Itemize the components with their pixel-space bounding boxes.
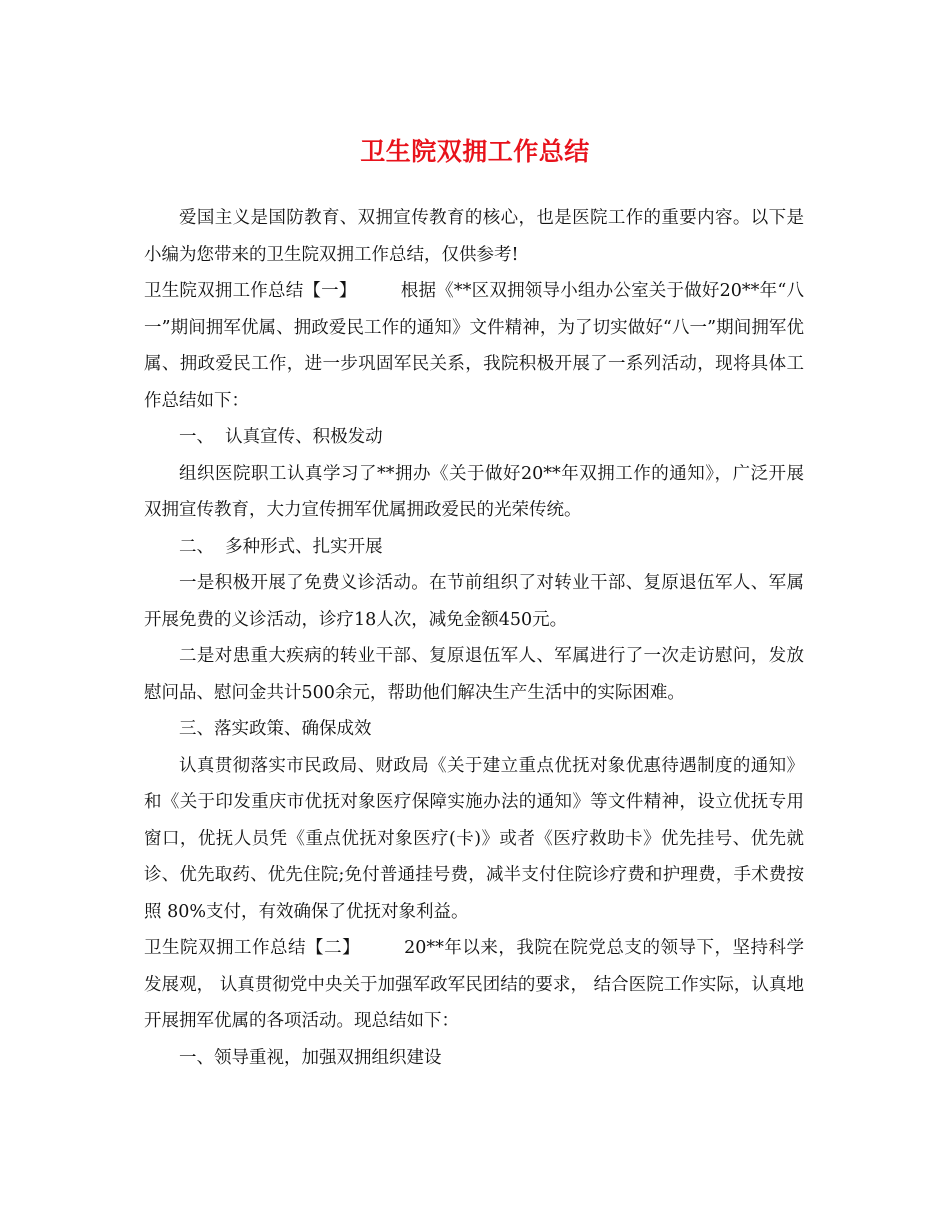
- section-1-subheading-1: 一、 认真宣传、积极发动: [179, 427, 383, 447]
- section-1-subheading-2: 二、 多种形式、扎实开展: [179, 536, 383, 557]
- document-body: [144, 200, 804, 1076]
- section-1-paragraph-4: 认真贯彻落实市民政局、财政局《关于建立重点优抚对象优惠待遇制度的通知》和《关于印发重庆市优抚对象医疗保障实施办法的通知》等文件精神，设立优抚专用窗口，优抚人员凭《重点优抚对象医疗(卡)》或者《医疗救助卡》优先挂号、优先就诊、优先取药、优先住院;免付普通挂号费，减半支付住院诊疗费和护理费，手术费按照 80%支付，有效确保了优抚对象利益。: [144, 755, 804, 922]
- section-1-heading: 卫生院双拥工作总结【一】: [144, 281, 357, 301]
- intro-paragraph: 爱国主义是国防教育、双拥宣传教育的核心，也是医院工作的重要内容。以下是小编为您带来的卫生院双拥工作总结，仅供参考!: [144, 208, 804, 265]
- section-1-lead-paragraph: [144, 273, 804, 419]
- section-1-subheading-3: 三、落实政策、确保成效: [179, 719, 372, 739]
- section-1-paragraph-1: 组织医院职工认真学习了**拥办《关于做好20**年双拥工作的通知》，广泛开展双拥宣传教育，大力宣传拥军优属拥政爱民的光荣传统。: [144, 463, 804, 520]
- section-1-paragraph-2: 一是积极开展了免费义诊活动。在节前组织了对转业干部、复原退伍军人、军属开展免费的义诊活动，诊疗18人次，减免金额450元。: [144, 573, 804, 630]
- section-1-lead-text: 根据《**区双拥领导小组办公室关于做好20**年“八一”期间拥军优属、拥政爱民工作的通知》文件精神，为了切实做好“八一”期间拥军优属、拥政爱民工作，进一步巩固军民关系，我院积极开展了一系列活动，现将具体工作总结如下：: [144, 281, 805, 411]
- section-2-lead-paragraph: [144, 930, 804, 1040]
- section-2-heading: 卫生院双拥工作总结【二】: [144, 938, 361, 958]
- section-1-paragraph-3: 二是对患重大疾病的转业干部、复原退伍军人、军属进行了一次走访慰问，发放慰问品、慰问金共计500余元，帮助他们解决生产生活中的实际困难。: [144, 646, 804, 703]
- section-2-lead-text: 20**年以来，我院在院党总支的领导下，坚持科学发展观， 认真贯彻党中央关于加强军政军民团结的要求， 结合医院工作实际，认真地开展拥军优属的各项活动。现总结如下：: [144, 938, 804, 1031]
- document-title: 卫生院双拥工作总结: [360, 137, 590, 166]
- section-2-subheading-1: 一、领导重视，加强双拥组织建设: [179, 1047, 442, 1068]
